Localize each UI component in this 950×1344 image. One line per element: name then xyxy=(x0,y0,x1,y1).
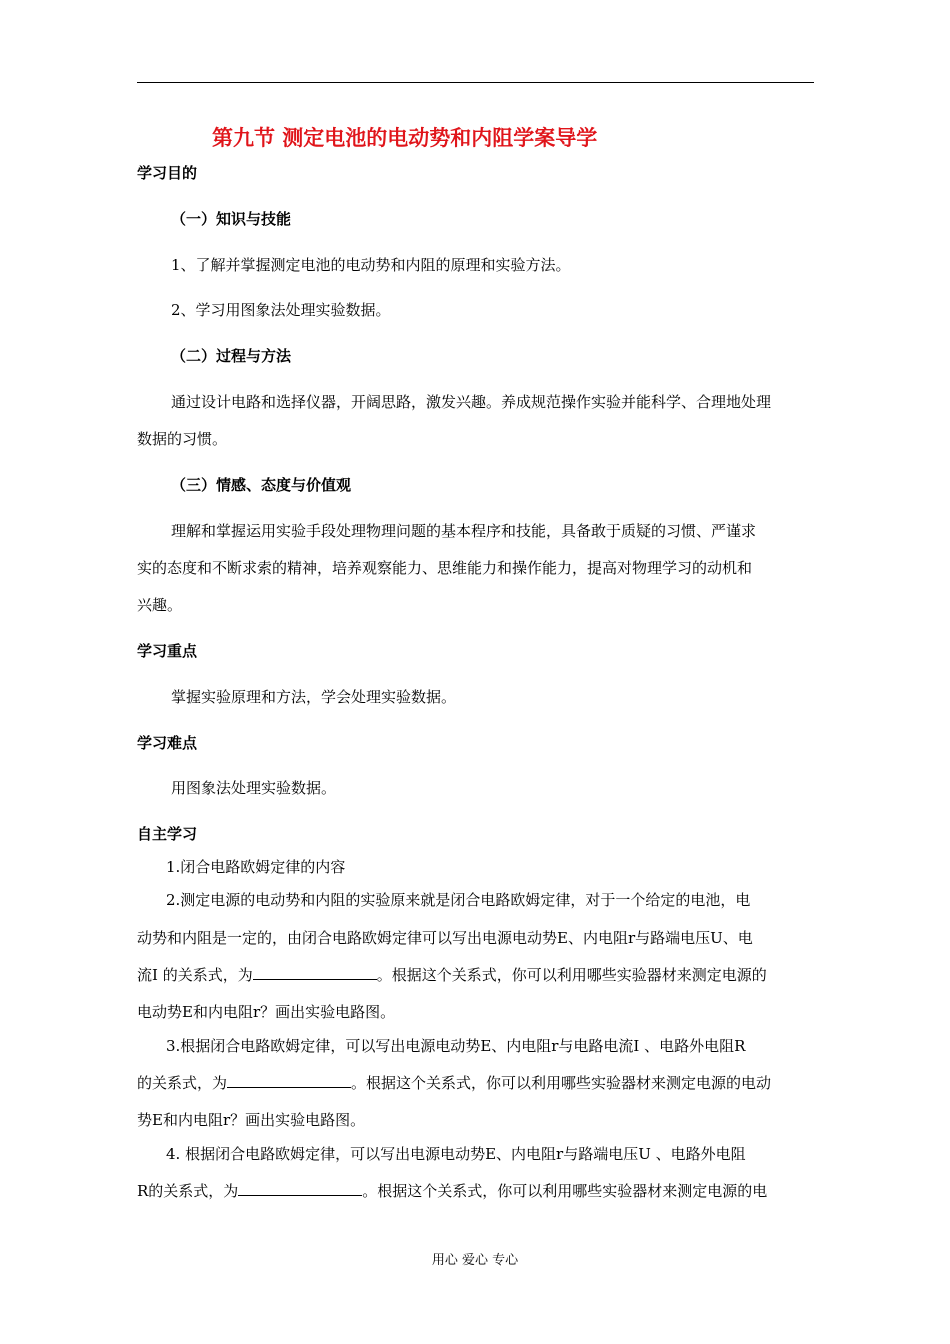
question-3-line3: 势E和内电阻r？画出实验电路图。 xyxy=(137,1111,366,1129)
answer-blank[interactable] xyxy=(238,1181,362,1196)
question-2-line3-start: 流I 的关系式，为 xyxy=(137,966,253,984)
answer-blank[interactable] xyxy=(227,1073,351,1088)
question-1: 1.闭合电路欧姆定律的内容 xyxy=(166,858,346,876)
question-3-line2-start: 的关系式，为 xyxy=(137,1074,228,1092)
key-text: 掌握实验原理和方法，学会处理实验数据。 xyxy=(171,688,457,706)
question-2-line3 xyxy=(137,965,767,985)
goal3-para-line3: 兴趣。 xyxy=(137,596,183,614)
question-4-line2-start: R的关系式，为 xyxy=(137,1182,239,1200)
goal1-item2: 2、学习用图象法处理实验数据。 xyxy=(171,301,391,319)
question-2-line2: 动势和内阻是一定的，由闭合电路欧姆定律可以写出电源电动势E、内电阻r与路端电压U、电 xyxy=(137,929,753,947)
page-footer: 用心 爱心 专心 xyxy=(431,1253,519,1268)
question-4-line1: 4. 根据闭合电路欧姆定律，可以写出电源电动势E、内电阻r与路端电压U 、电路外电阻 xyxy=(166,1145,746,1163)
goal3-para-line1: 理解和掌握运用实验手段处理物理问题的基本程序和技能，具备敢于质疑的习惯、严谨求 xyxy=(171,522,757,540)
question-2-line1: 2.测定电源的电动势和内阻的实验原来就是闭合电路欧姆定律，对于一个给定的电池，电 xyxy=(166,891,751,909)
question-3-line1: 3.根据闭合电路欧姆定律，可以写出电源电动势E、内电阻r与电路电流I 、电路外电阻R xyxy=(166,1037,746,1055)
self-study-heading: 自主学习 xyxy=(137,825,198,843)
goal3-para-line2: 实的态度和不断求索的精神，培养观察能力、思维能力和操作能力，提高对物理学习的动机和 xyxy=(137,559,753,577)
question-4-line2 xyxy=(137,1181,767,1201)
page-title: 第九节 测定电池的电动势和内阻学案导学 xyxy=(212,126,598,150)
key-heading: 学习重点 xyxy=(137,642,198,660)
question-3-line2 xyxy=(137,1073,771,1093)
difficulty-text: 用图象法处理实验数据。 xyxy=(171,779,337,797)
goal3-heading: （三）情感、态度与价值观 xyxy=(171,476,352,494)
question-2-line4: 电动势E和内电阻r？画出实验电路图。 xyxy=(137,1003,396,1021)
goal2-heading: （二）过程与方法 xyxy=(171,347,292,365)
header-rule xyxy=(137,82,814,83)
goal1-item1: 1、了解并掌握测定电池的电动势和内阻的原理和实验方法。 xyxy=(171,256,571,274)
goal1-heading: （一）知识与技能 xyxy=(171,210,292,228)
difficulty-heading: 学习难点 xyxy=(137,734,198,752)
goals-heading: 学习目的 xyxy=(137,164,198,182)
goal2-para-line2: 数据的习惯。 xyxy=(137,430,228,448)
question-4-line2-end: 。根据这个关系式，你可以利用哪些实验器材来测定电源的电 xyxy=(362,1182,768,1200)
question-3-line2-end: 。根据这个关系式，你可以利用哪些实验器材来测定电源的电动 xyxy=(351,1074,772,1092)
goal2-para-line1: 通过设计电路和选择仪器，开阔思路，激发兴趣。养成规范操作实验并能科学、合理地处理 xyxy=(171,393,772,411)
question-2-line3-end: 。根据这个关系式，你可以利用哪些实验器材来测定电源的 xyxy=(376,966,767,984)
answer-blank[interactable] xyxy=(253,965,377,980)
